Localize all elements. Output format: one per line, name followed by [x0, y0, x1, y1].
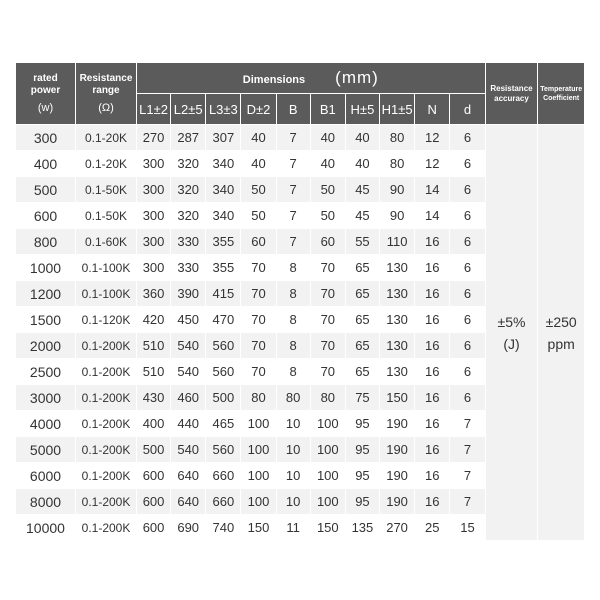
cell-dimension: 25: [415, 515, 450, 541]
cell-dimension: 40: [241, 151, 276, 177]
table-row: [16, 125, 585, 151]
cell-dimension: 740: [206, 515, 241, 541]
cell-rated-power: 3000: [16, 385, 76, 411]
cell-resistance-range: 0.1-50K: [75, 177, 136, 203]
cell-dimension: 10: [276, 463, 310, 489]
cell-dimension: 307: [206, 125, 241, 151]
cell-dimension: 6: [450, 385, 485, 411]
cell-dimension: 287: [171, 125, 206, 151]
cell-dimension: 16: [415, 333, 450, 359]
cell-dimension: 70: [310, 255, 345, 281]
cell-dimension: 600: [137, 463, 171, 489]
cell-resistance-range: 0.1-50K: [75, 203, 136, 229]
cell-rated-power: 300: [16, 125, 76, 151]
cell-dimension: 16: [415, 359, 450, 385]
cell-dimension: 420: [137, 307, 171, 333]
cell-dimension: 70: [310, 281, 345, 307]
cell-dimension: 15: [450, 515, 485, 541]
cell-dimension: 7: [276, 203, 310, 229]
header-dim-col: d: [450, 94, 485, 125]
cell-dimension: 40: [241, 125, 276, 151]
cell-dimension: 320: [171, 177, 206, 203]
header-dimensions: Dimensions (mm): [137, 63, 486, 94]
cell-dimension: 510: [137, 359, 171, 385]
temp-coeff-value: ±250: [545, 313, 577, 330]
cell-dimension: 80: [310, 385, 345, 411]
header-dim-col: D±2: [241, 94, 276, 125]
cell-rated-power: 600: [16, 203, 76, 229]
cell-dimension: 560: [206, 359, 241, 385]
cell-dimension: 540: [171, 437, 206, 463]
cell-dimension: 70: [241, 359, 276, 385]
cell-dimension: 70: [241, 281, 276, 307]
cell-resistance-range: 0.1-200K: [75, 489, 136, 515]
cell-dimension: 430: [137, 385, 171, 411]
cell-dimension: 40: [310, 125, 345, 151]
cell-dimension: 6: [450, 177, 485, 203]
cell-dimension: 355: [206, 255, 241, 281]
cell-dimension: 70: [241, 255, 276, 281]
cell-dimension: 8: [276, 333, 310, 359]
cell-dimension: 355: [206, 229, 241, 255]
header-dim-col: H±5: [345, 94, 379, 125]
cell-dimension: 660: [206, 463, 241, 489]
header-resistance-range: Resistance range (Ω): [75, 63, 136, 125]
cell-dimension: 55: [345, 229, 379, 255]
cell-rated-power: 4000: [16, 411, 76, 437]
cell-dimension: 14: [415, 177, 450, 203]
header-dim-col: N: [415, 94, 450, 125]
cell-dimension: 7: [276, 125, 310, 151]
header-dim-col: L1±2: [137, 94, 171, 125]
cell-dimension: 660: [206, 489, 241, 515]
cell-rated-power: 2000: [16, 333, 76, 359]
header-resistance-accuracy: Resistance accuracy: [485, 63, 538, 125]
cell-dimension: 390: [171, 281, 206, 307]
cell-dimension: 50: [241, 177, 276, 203]
header-dim-col: L3±3: [206, 94, 241, 125]
cell-dimension: 470: [206, 307, 241, 333]
cell-dimension: 640: [171, 463, 206, 489]
cell-dimension: 640: [171, 489, 206, 515]
cell-dimension: 95: [345, 463, 379, 489]
cell-dimension: 330: [171, 255, 206, 281]
cell-dimension: 540: [171, 359, 206, 385]
cell-dimension: 40: [310, 151, 345, 177]
cell-dimension: 130: [380, 333, 415, 359]
cell-rated-power: 10000: [16, 515, 76, 541]
cell-resistance-range: 0.1-200K: [75, 411, 136, 437]
cell-dimension: 190: [380, 463, 415, 489]
cell-dimension: 11: [276, 515, 310, 541]
cell-dimension: 95: [345, 437, 379, 463]
cell-dimension: 12: [415, 125, 450, 151]
cell-dimension: 150: [380, 385, 415, 411]
cell-dimension: 465: [206, 411, 241, 437]
cell-rated-power: 5000: [16, 437, 76, 463]
cell-dimension: 14: [415, 203, 450, 229]
cell-resistance-range: 0.1-200K: [75, 463, 136, 489]
cell-dimension: 270: [137, 125, 171, 151]
cell-dimension: 100: [310, 411, 345, 437]
cell-dimension: 130: [380, 281, 415, 307]
header-dim-col: B1: [310, 94, 345, 125]
cell-dimension: 100: [241, 489, 276, 515]
cell-dimension: 600: [137, 515, 171, 541]
cell-dimension: 7: [450, 489, 485, 515]
cell-dimension: 300: [137, 229, 171, 255]
header-dim-col: B: [276, 94, 310, 125]
cell-dimension: 80: [276, 385, 310, 411]
cell-resistance-range: 0.1-200K: [75, 437, 136, 463]
cell-resistance-range: 0.1-100K: [75, 281, 136, 307]
cell-dimension: 190: [380, 489, 415, 515]
cell-dimension: 7: [276, 151, 310, 177]
cell-dimension: 7: [450, 463, 485, 489]
cell-dimension: 12: [415, 151, 450, 177]
cell-dimension: 65: [345, 281, 379, 307]
cell-dimension: 320: [171, 203, 206, 229]
cell-dimension: 50: [310, 203, 345, 229]
cell-resistance-range: 0.1-100K: [75, 255, 136, 281]
cell-dimension: 460: [171, 385, 206, 411]
cell-resistance-range: 0.1-200K: [75, 359, 136, 385]
cell-dimension: 65: [345, 333, 379, 359]
cell-dimension: 6: [450, 281, 485, 307]
cell-dimension: 16: [415, 463, 450, 489]
cell-resistance-range: 0.1-20K: [75, 151, 136, 177]
cell-dimension: 16: [415, 281, 450, 307]
cell-dimension: 7: [450, 437, 485, 463]
cell-rated-power: 2500: [16, 359, 76, 385]
cell-dimension: 70: [310, 307, 345, 333]
cell-dimension: 16: [415, 385, 450, 411]
cell-rated-power: 500: [16, 177, 76, 203]
cell-dimension: 75: [345, 385, 379, 411]
cell-dimension: 45: [345, 177, 379, 203]
cell-dimension: 6: [450, 333, 485, 359]
cell-dimension: 16: [415, 411, 450, 437]
cell-dimension: 6: [450, 255, 485, 281]
cell-resistance-range: 0.1-200K: [75, 515, 136, 541]
cell-resistance-range: 0.1-60K: [75, 229, 136, 255]
cell-dimension: 330: [171, 229, 206, 255]
cell-dimension: 360: [137, 281, 171, 307]
cell-dimension: 130: [380, 307, 415, 333]
cell-dimension: 70: [310, 359, 345, 385]
cell-dimension: 450: [171, 307, 206, 333]
cell-resistance-range: 0.1-120K: [75, 307, 136, 333]
cell-dimension: 6: [450, 203, 485, 229]
cell-dimension: 7: [276, 177, 310, 203]
cell-dimension: 70: [310, 333, 345, 359]
cell-dimension: 70: [241, 333, 276, 359]
cell-dimension: 8: [276, 255, 310, 281]
cell-dimension: 8: [276, 281, 310, 307]
cell-dimension: 510: [137, 333, 171, 359]
cell-dimension: 80: [380, 151, 415, 177]
cell-dimension: 100: [241, 411, 276, 437]
cell-resistance-range: 0.1-20K: [75, 125, 136, 151]
cell-rated-power: 1000: [16, 255, 76, 281]
cell-temperature-coefficient: [538, 125, 585, 541]
cell-dimension: 10: [276, 411, 310, 437]
cell-resistance-range: 0.1-200K: [75, 333, 136, 359]
cell-dimension: 300: [137, 203, 171, 229]
cell-dimension: 190: [380, 437, 415, 463]
cell-rated-power: 1500: [16, 307, 76, 333]
cell-dimension: 16: [415, 229, 450, 255]
cell-dimension: 65: [345, 307, 379, 333]
cell-dimension: 60: [310, 229, 345, 255]
cell-dimension: 190: [380, 411, 415, 437]
cell-dimension: 110: [380, 229, 415, 255]
header-dimensions-unit: (mm): [335, 68, 379, 87]
accuracy-value: ±5%: [497, 313, 526, 330]
cell-rated-power: 8000: [16, 489, 76, 515]
cell-dimension: 340: [206, 177, 241, 203]
cell-dimension: 690: [171, 515, 206, 541]
header-dim-col: H1±5: [380, 94, 415, 125]
cell-dimension: 560: [206, 437, 241, 463]
cell-dimension: 6: [450, 125, 485, 151]
cell-dimension: 16: [415, 489, 450, 515]
cell-dimension: 320: [171, 151, 206, 177]
cell-rated-power: 1200: [16, 281, 76, 307]
cell-dimension: 7: [450, 411, 485, 437]
cell-dimension: 340: [206, 151, 241, 177]
cell-dimension: 95: [345, 411, 379, 437]
cell-dimension: 540: [171, 333, 206, 359]
cell-dimension: 8: [276, 307, 310, 333]
cell-dimension: 270: [380, 515, 415, 541]
cell-dimension: 65: [345, 359, 379, 385]
cell-resistance-range: 0.1-200K: [75, 385, 136, 411]
cell-dimension: 16: [415, 307, 450, 333]
cell-dimension: 60: [241, 229, 276, 255]
cell-dimension: 90: [380, 177, 415, 203]
cell-dimension: 500: [137, 437, 171, 463]
cell-dimension: 300: [137, 177, 171, 203]
cell-dimension: 90: [380, 203, 415, 229]
cell-dimension: 40: [345, 151, 379, 177]
cell-dimension: 50: [310, 177, 345, 203]
cell-rated-power: 400: [16, 151, 76, 177]
header-dim-col: L2±5: [171, 94, 206, 125]
cell-dimension: 400: [137, 411, 171, 437]
cell-dimension: 100: [241, 463, 276, 489]
cell-rated-power: 6000: [16, 463, 76, 489]
header-temperature-coefficient: Temperature Coefficient: [538, 63, 585, 125]
cell-dimension: 100: [310, 463, 345, 489]
cell-dimension: 100: [310, 489, 345, 515]
cell-dimension: 340: [206, 203, 241, 229]
cell-dimension: 150: [241, 515, 276, 541]
cell-dimension: 80: [380, 125, 415, 151]
cell-dimension: 10: [276, 437, 310, 463]
cell-dimension: 100: [310, 437, 345, 463]
cell-dimension: 135: [345, 515, 379, 541]
cell-dimension: 130: [380, 255, 415, 281]
cell-dimension: 65: [345, 255, 379, 281]
cell-dimension: 8: [276, 359, 310, 385]
cell-dimension: 130: [380, 359, 415, 385]
cell-dimension: 6: [450, 359, 485, 385]
cell-dimension: 45: [345, 203, 379, 229]
cell-rated-power: 800: [16, 229, 76, 255]
cell-dimension: 50: [241, 203, 276, 229]
cell-dimension: 7: [276, 229, 310, 255]
cell-dimension: 150: [310, 515, 345, 541]
spec-table: [15, 62, 585, 541]
cell-dimension: 16: [415, 437, 450, 463]
cell-dimension: 600: [137, 489, 171, 515]
temp-coeff-unit: ppm: [547, 335, 575, 352]
cell-dimension: 6: [450, 307, 485, 333]
cell-dimension: 80: [241, 385, 276, 411]
cell-dimension: 10: [276, 489, 310, 515]
cell-dimension: 100: [241, 437, 276, 463]
header-rated-power: rated power (w): [16, 63, 76, 125]
cell-dimension: 415: [206, 281, 241, 307]
cell-dimension: 6: [450, 151, 485, 177]
cell-dimension: 500: [206, 385, 241, 411]
cell-dimension: 70: [241, 307, 276, 333]
cell-dimension: 16: [415, 255, 450, 281]
cell-resistance-accuracy: [485, 125, 538, 541]
cell-dimension: 560: [206, 333, 241, 359]
accuracy-code: (J): [503, 335, 520, 352]
cell-dimension: 300: [137, 255, 171, 281]
cell-dimension: 440: [171, 411, 206, 437]
cell-dimension: 6: [450, 229, 485, 255]
cell-dimension: 95: [345, 489, 379, 515]
cell-dimension: 40: [345, 125, 379, 151]
cell-dimension: 300: [137, 151, 171, 177]
